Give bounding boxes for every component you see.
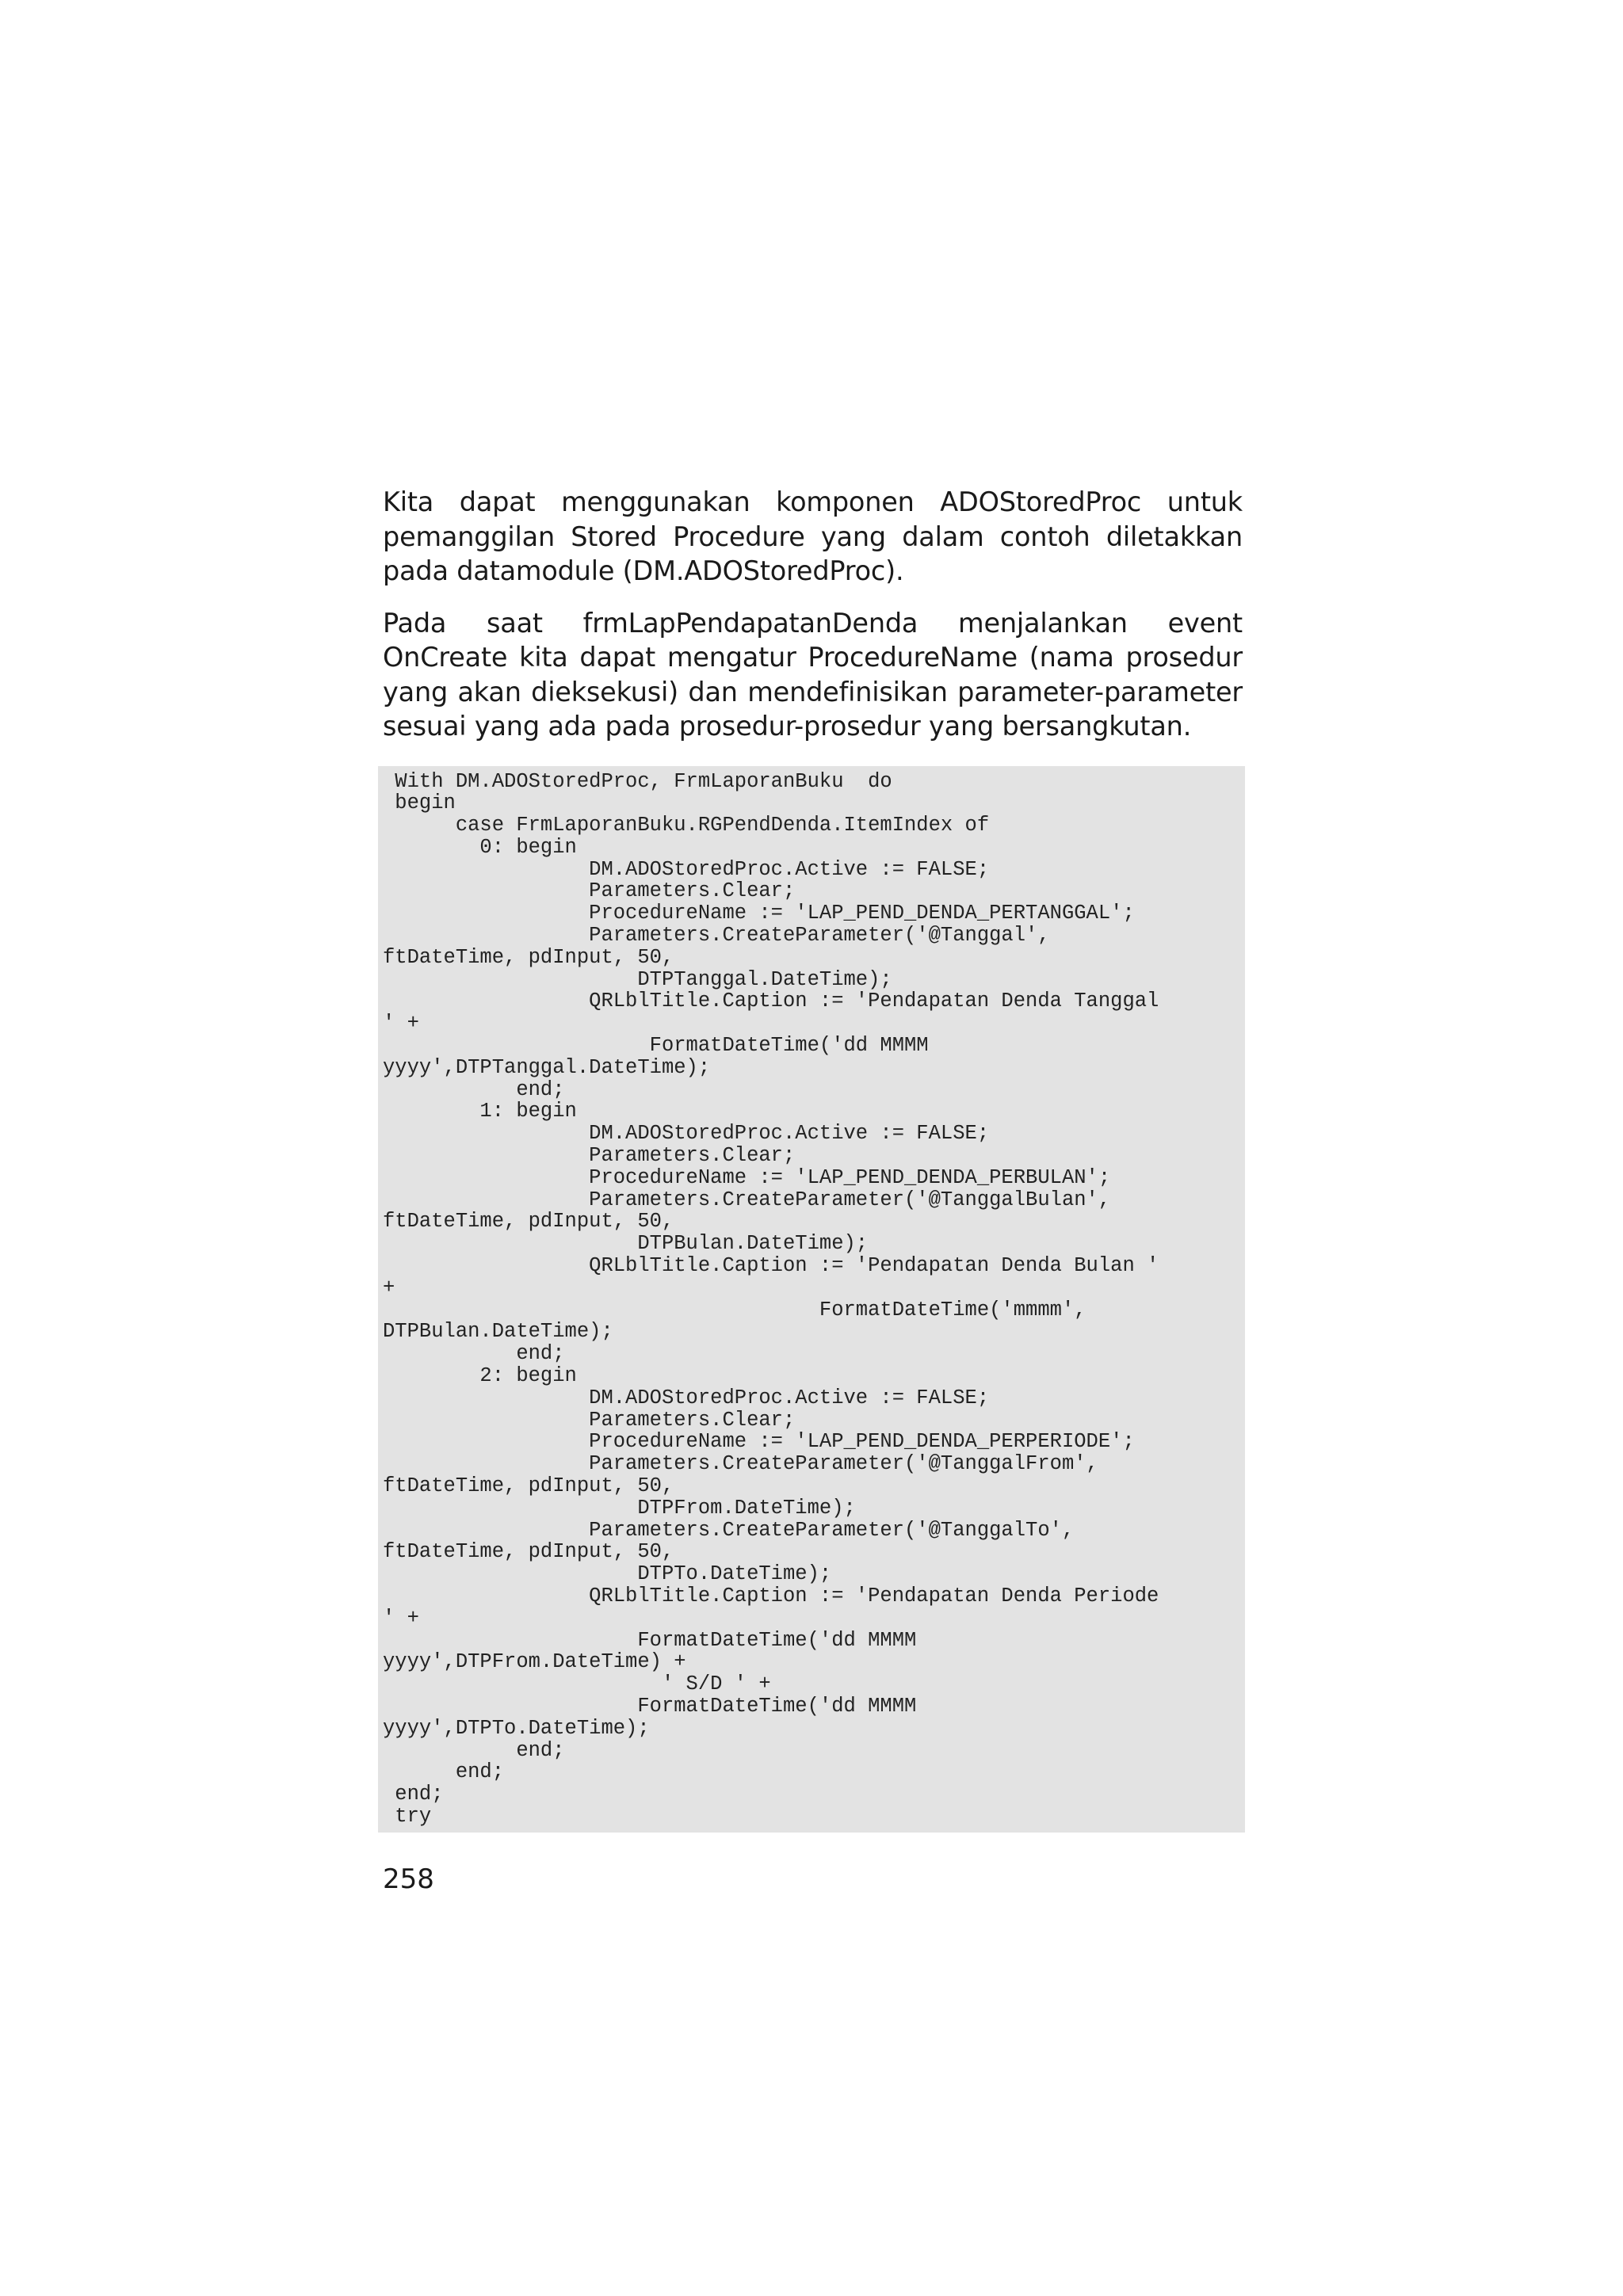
code-line: begin [383, 791, 456, 815]
code-line: ftDateTime, pdInput, 50, [383, 1474, 674, 1497]
code-line: ' + [383, 1606, 419, 1630]
page-content [383, 485, 1243, 1833]
code-line: ' + [383, 1012, 419, 1035]
code-line: end; [383, 1760, 505, 1784]
code-line: DM.ADOStoredProc.Active := FALSE; [383, 1386, 990, 1409]
code-line: ProcedureName := 'LAP_PEND_DENDA_PERBULAN'; [383, 1165, 1111, 1189]
code-line: ftDateTime, pdInput, 50, [383, 1210, 674, 1234]
code-line: end; [383, 1783, 444, 1806]
code-line: yyyy',DTPTanggal.DateTime); [383, 1055, 711, 1079]
code-line: Parameters.Clear; [383, 1144, 796, 1168]
code-line: 2: begin [383, 1364, 577, 1388]
code-line: DTPTo.DateTime); [383, 1562, 832, 1586]
code-line: QRLblTitle.Caption := 'Pendapatan Denda Bulan ' [383, 1254, 1159, 1278]
code-line: DTPTanggal.DateTime); [383, 967, 892, 991]
code-line: DTPBulan.DateTime); [383, 1232, 869, 1256]
code-listing [378, 766, 1245, 1833]
code-line: ftDateTime, pdInput, 50, [383, 1540, 674, 1564]
code-line: Parameters.CreateParameter('@TanggalTo', [383, 1518, 1075, 1542]
code-line: FormatDateTime('dd MMMM [383, 1694, 917, 1718]
code-line: 0: begin [383, 835, 577, 859]
code-line: ' S/D ' + [383, 1672, 771, 1696]
paragraph-adostoredproc-intro: Kita dapat menggunakan komponen ADOStoredProc untuk pemanggilan Stored Procedure yang dalam contoh diletakkan pada datamodule (DM.ADOStoredProc). [383, 486, 1243, 586]
code-line: Parameters.CreateParameter('@TanggalBulan', [383, 1188, 1111, 1211]
code-line: DTPFrom.DateTime); [383, 1496, 856, 1520]
code-line: yyyy',DTPFrom.DateTime) + [383, 1650, 686, 1674]
code-line: Parameters.CreateParameter('@TanggalFrom', [383, 1452, 1098, 1476]
code-line: Parameters.Clear; [383, 1408, 796, 1432]
code-line: end; [383, 1738, 565, 1762]
code-line: Parameters.CreateParameter('@Tanggal', [383, 924, 1050, 948]
code-line: ftDateTime, pdInput, 50, [383, 945, 674, 969]
code-line: try [383, 1804, 432, 1828]
code-line: 1: begin [383, 1100, 577, 1123]
code-line: DM.ADOStoredProc.Active := FALSE; [383, 1122, 990, 1146]
paragraph-oncreate-explanation: Pada saat frmLapPendapatanDenda menjalankan event OnCreate kita dapat mengatur ProcedureName (nama prosedur yang akan dieksekusi) dan mendefinisikan parameter-parameter sesuai yang ada pada prosedur-prosedur yang bersangkutan. [383, 607, 1243, 742]
code-line: ProcedureName := 'LAP_PEND_DENDA_PERPERIODE'; [383, 1430, 1135, 1454]
code-line: DM.ADOStoredProc.Active := FALSE; [383, 857, 990, 881]
code-line: end; [383, 1077, 565, 1101]
code-line: QRLblTitle.Caption := 'Pendapatan Denda Tanggal [383, 990, 1159, 1013]
code-line: QRLblTitle.Caption := 'Pendapatan Denda Periode [383, 1584, 1159, 1608]
code-line: case FrmLaporanBuku.RGPendDenda.ItemIndex of [383, 814, 990, 837]
code-line: ProcedureName := 'LAP_PEND_DENDA_PERTANGGAL'; [383, 902, 1135, 925]
page-number: 258 [383, 1863, 434, 1895]
code-line: DTPBulan.DateTime); [383, 1320, 613, 1344]
code-line: FormatDateTime('mmmm', [383, 1298, 1086, 1322]
code-line: FormatDateTime('dd MMMM [383, 1034, 929, 1058]
code-line: yyyy',DTPTo.DateTime); [383, 1716, 650, 1740]
code-line: end; [383, 1342, 565, 1366]
code-line: Parameters.Clear; [383, 879, 796, 903]
code-line: With DM.ADOStoredProc, FrmLaporanBuku do [383, 769, 892, 793]
code-line: + [383, 1276, 395, 1299]
code-line: FormatDateTime('dd MMMM [383, 1628, 917, 1652]
